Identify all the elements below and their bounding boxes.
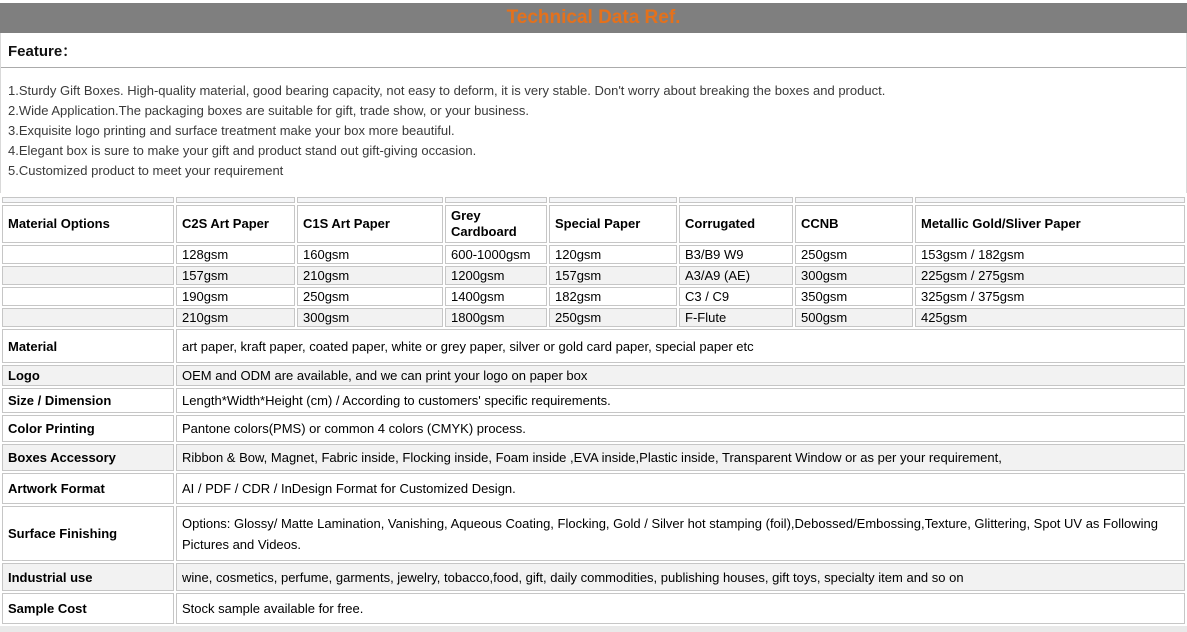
detail-row-sample-cost xyxy=(2,593,1185,624)
detail-row-surface-finishing xyxy=(2,506,1185,561)
detail-label: Surface Finishing xyxy=(2,506,174,561)
gsm-cell xyxy=(2,308,174,327)
gsm-cell: 325gsm / 375gsm xyxy=(915,287,1185,306)
gsm-cell: 1800gsm xyxy=(445,308,547,327)
gsm-cell: 300gsm xyxy=(795,266,913,285)
feature-item: 3.Exquisite logo printing and surface treatment make your box more beautiful. xyxy=(8,123,455,138)
gsm-cell: 425gsm xyxy=(915,308,1185,327)
gsm-cell: 250gsm xyxy=(795,245,913,264)
bottom-strip xyxy=(0,626,1187,632)
gsm-cell: 128gsm xyxy=(176,245,295,264)
gsm-cell: B3/B9 W9 xyxy=(679,245,793,264)
gsm-cell: 210gsm xyxy=(297,266,443,285)
spacer-cell xyxy=(679,197,793,203)
detail-value: AI / PDF / CDR / InDesign Format for Customized Design. xyxy=(176,473,1185,504)
feature-heading: Feature： xyxy=(1,33,1186,68)
detail-value: Pantone colors(PMS) or common 4 colors (CMYK) process. xyxy=(176,415,1185,442)
detail-row-color-printing xyxy=(2,415,1185,442)
detail-label: Sample Cost xyxy=(2,593,174,624)
title-bar xyxy=(0,3,1187,33)
table-header-row xyxy=(2,205,1185,243)
gsm-cell: C3 / C9 xyxy=(679,287,793,306)
gsm-cell: 600-1000gsm xyxy=(445,245,547,264)
gsm-cell: 120gsm xyxy=(549,245,677,264)
page-title: Technical Data Ref. xyxy=(506,7,681,28)
detail-row-size-dimension xyxy=(2,388,1185,413)
detail-row-material xyxy=(2,329,1185,363)
gsm-cell: 250gsm xyxy=(297,287,443,306)
column-header-corrugated: Corrugated xyxy=(679,205,793,243)
table-spacer-row xyxy=(2,197,1185,203)
spec-table xyxy=(0,195,1187,626)
gsm-cell xyxy=(2,287,174,306)
column-header-ccnb: CCNB xyxy=(795,205,913,243)
spacer-cell xyxy=(2,197,174,203)
detail-label: Material xyxy=(2,329,174,363)
detail-label: Color Printing xyxy=(2,415,174,442)
detail-value: Options: Glossy/ Matte Lamination, Vanishing, Aqueous Coating, Flocking, Gold / Silver hot stamping (foil),Debossed/Embossing,Texture, Glittering, Spot UV as Following Pictures and Videos. xyxy=(176,506,1185,561)
gsm-row xyxy=(2,287,1185,306)
detail-value: Length*Width*Height (cm) / According to customers' specific requirements. xyxy=(176,388,1185,413)
gsm-cell: 225gsm / 275gsm xyxy=(915,266,1185,285)
column-header-material-options: Material Options xyxy=(2,205,174,243)
detail-value: art paper, kraft paper, coated paper, white or grey paper, silver or gold card paper, special paper etc xyxy=(176,329,1185,363)
feature-item: 1.Sturdy Gift Boxes. High-quality material, good bearing capacity, not easy to deform, it is very stable. Don't worry about breaking the boxes and product. xyxy=(8,83,886,98)
gsm-cell: 157gsm xyxy=(549,266,677,285)
detail-label: Artwork Format xyxy=(2,473,174,504)
gsm-row xyxy=(2,308,1185,327)
gsm-cell: 300gsm xyxy=(297,308,443,327)
feature-item: 5.Customized product to meet your requirement xyxy=(8,163,284,178)
spacer-cell xyxy=(915,197,1185,203)
gsm-cell: F-Flute xyxy=(679,308,793,327)
detail-row-industrial-use xyxy=(2,563,1185,591)
spacer-cell xyxy=(445,197,547,203)
column-header-metallic-paper: Metallic Gold/Sliver Paper xyxy=(915,205,1185,243)
gsm-row xyxy=(2,266,1185,285)
detail-label: Size / Dimension xyxy=(2,388,174,413)
column-header-c1s-art-paper: C1S Art Paper xyxy=(297,205,443,243)
gsm-cell: 500gsm xyxy=(795,308,913,327)
detail-row-artwork-format xyxy=(2,473,1185,504)
column-header-special-paper: Special Paper xyxy=(549,205,677,243)
gsm-cell: A3/A9 (AE) xyxy=(679,266,793,285)
detail-value: OEM and ODM are available, and we can print your logo on paper box xyxy=(176,365,1185,386)
detail-label: Boxes Accessory xyxy=(2,444,174,471)
spacer-cell xyxy=(176,197,295,203)
feature-section xyxy=(0,33,1187,193)
spacer-cell xyxy=(297,197,443,203)
gsm-cell xyxy=(2,266,174,285)
detail-row-boxes-accessory xyxy=(2,444,1185,471)
gsm-cell: 160gsm xyxy=(297,245,443,264)
spacer-cell xyxy=(549,197,677,203)
gsm-cell: 1400gsm xyxy=(445,287,547,306)
gsm-cell xyxy=(2,245,174,264)
column-header-grey-cardboard: Grey Cardboard xyxy=(445,205,547,243)
feature-item: 4.Elegant box is sure to make your gift and product stand out gift-giving occasion. xyxy=(8,143,477,158)
gsm-cell: 190gsm xyxy=(176,287,295,306)
detail-label: Industrial use xyxy=(2,563,174,591)
detail-value: wine, cosmetics, perfume, garments, jewelry, tobacco,food, gift, daily commodities, publishing houses, gift toys, specialty item and so on xyxy=(176,563,1185,591)
gsm-cell: 157gsm xyxy=(176,266,295,285)
column-header-c2s-art-paper: C2S Art Paper xyxy=(176,205,295,243)
detail-label: Logo xyxy=(2,365,174,386)
detail-value: Ribbon & Bow, Magnet, Fabric inside, Flocking inside, Foam inside ,EVA inside,Plastic inside, Transparent Window or as per your requirement, xyxy=(176,444,1185,471)
gsm-cell: 1200gsm xyxy=(445,266,547,285)
feature-item: 2.Wide Application.The packaging boxes are suitable for gift, trade show, or your business. xyxy=(8,103,530,118)
feature-list xyxy=(1,68,1186,193)
gsm-row xyxy=(2,245,1185,264)
detail-row-logo xyxy=(2,365,1185,386)
gsm-cell: 250gsm xyxy=(549,308,677,327)
gsm-cell: 210gsm xyxy=(176,308,295,327)
detail-value: Stock sample available for free. xyxy=(176,593,1185,624)
gsm-cell: 153gsm / 182gsm xyxy=(915,245,1185,264)
spacer-cell xyxy=(795,197,913,203)
page xyxy=(0,3,1187,632)
gsm-cell: 350gsm xyxy=(795,287,913,306)
gsm-cell: 182gsm xyxy=(549,287,677,306)
